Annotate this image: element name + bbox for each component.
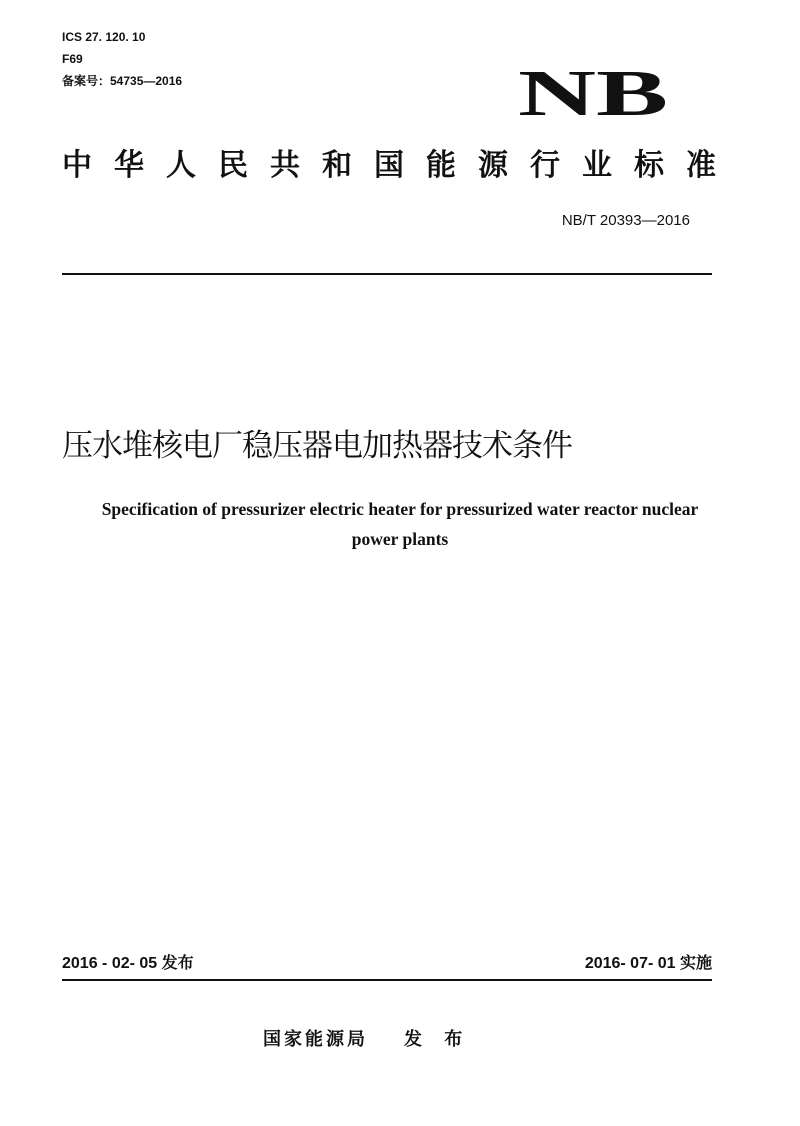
issuer-title-char: 民	[218, 148, 248, 183]
publisher-line	[263, 1028, 470, 1052]
ics-code: ICS 27. 120. 10	[62, 30, 146, 44]
nb-logo	[516, 60, 670, 122]
issuer-title-char: 和	[322, 148, 352, 183]
issuer-title-char: 华	[114, 148, 144, 183]
issuer-title-char: 行	[530, 148, 560, 183]
top-divider	[62, 273, 712, 275]
issuer-title-char: 人	[166, 148, 196, 183]
issuer-title-char: 国	[374, 148, 404, 183]
classification-code: F69	[62, 52, 83, 66]
title-english-line-2: power plants	[351, 529, 449, 549]
issuer-title-char: 中	[62, 148, 92, 183]
publish-label: 发 布	[404, 1029, 471, 1050]
title-english	[30, 494, 770, 554]
publisher-name: 国家能源局	[263, 1029, 368, 1050]
issuer-title-char: 源	[478, 148, 508, 183]
implementation-date: 2016- 07- 01 实施	[584, 955, 712, 972]
nb-logo-text: NB	[518, 60, 668, 122]
issuer-title-char: 准	[686, 148, 716, 183]
standard-number: NB/T 20393—2016	[561, 212, 690, 229]
title-chinese: 压水堆核电厂稳压器电加热器技术条件	[62, 428, 572, 464]
title-english-line-1: Specification of pressurizer electric heater for pressurized water reactor nuclear	[101, 499, 699, 519]
filing-number: 备案号：54735—2016	[62, 74, 183, 88]
issuer-title-char: 业	[582, 148, 612, 183]
publication-date: 2016 - 02- 05 发布	[62, 955, 194, 972]
issuer-title	[62, 146, 716, 186]
issuer-title-char: 共	[270, 148, 300, 183]
bottom-divider	[62, 979, 712, 981]
issuer-title-char: 能	[426, 148, 456, 183]
issuer-title-char: 标	[634, 148, 664, 183]
